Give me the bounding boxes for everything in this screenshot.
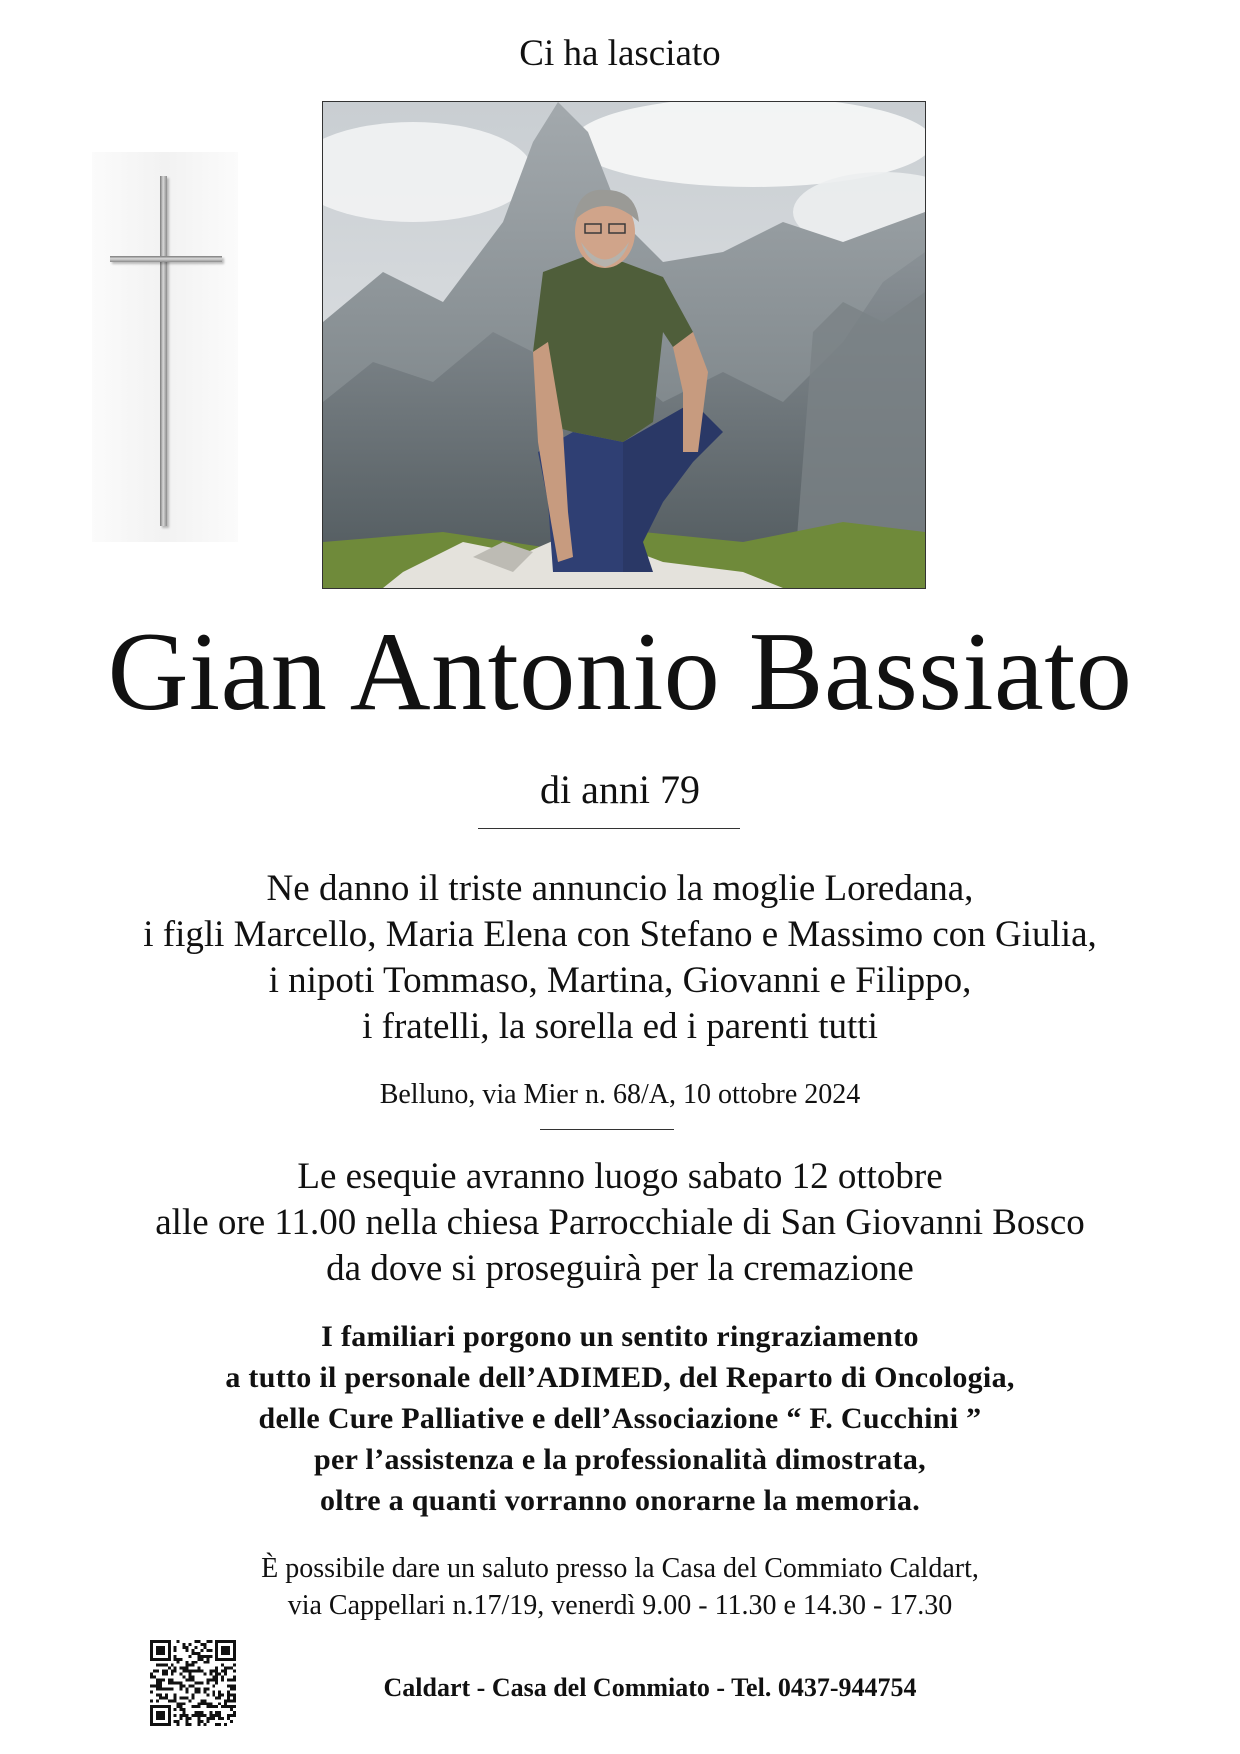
thanks-line: per l’assistenza e la professionalità dimostrata, xyxy=(314,1443,926,1476)
place-date: Belluno, via Mier n. 68/A, 10 ottobre 2024 xyxy=(379,1079,861,1110)
deceased-photo xyxy=(322,101,926,589)
cross-icon-bar xyxy=(110,256,222,262)
deceased-name: Gian Antonio Bassiato xyxy=(107,610,1133,734)
visitation-info xyxy=(0,1550,1240,1624)
funeral-line: alle ore 11.00 nella chiesa Parrocchiale di San Giovanni Bosco xyxy=(155,1202,1085,1243)
thanks-line: a tutto il personale dell’ADIMED, del Reparto di Oncologia, xyxy=(225,1361,1015,1394)
funeral-details xyxy=(0,1154,1240,1292)
family-line: Ne danno il triste annuncio la moglie Loredana, xyxy=(266,868,974,909)
thanks-line: delle Cure Palliative e dell’Associazione “ F. Cucchini ” xyxy=(258,1402,982,1435)
divider xyxy=(540,1129,674,1130)
thanks-line: I familiari porgono un sentito ringraziamento xyxy=(321,1320,919,1353)
cross-icon xyxy=(160,176,167,526)
visit-line: via Cappellari n.17/19, venerdì 9.00 - 11.30 e 14.30 - 17.30 xyxy=(287,1590,953,1621)
footer-contact: Caldart - Casa del Commiato - Tel. 0437-944754 xyxy=(383,1673,917,1702)
family-line: i figli Marcello, Maria Elena con Stefano e Massimo con Giulia, xyxy=(143,914,1097,955)
divider xyxy=(478,828,740,829)
family-announcement xyxy=(0,866,1240,1050)
deceased-photo-illustration xyxy=(323,102,925,588)
thanks-line: oltre a quanti vorranno onorarne la memoria. xyxy=(319,1484,921,1517)
family-line: i nipoti Tommaso, Martina, Giovanni e Filippo, xyxy=(268,960,972,1001)
visit-line: È possibile dare un saluto presso la Casa del Commiato Caldart, xyxy=(261,1553,979,1584)
thanks-message xyxy=(0,1316,1240,1521)
funeral-line: da dove si proseguirà per la cremazione xyxy=(326,1248,914,1289)
age-line: di anni 79 xyxy=(540,767,700,812)
funeral-line: Le esequie avranno luogo sabato 12 ottobre xyxy=(297,1156,943,1197)
family-line: i fratelli, la sorella ed i parenti tutti xyxy=(362,1006,878,1047)
intro-text: Ci ha lasciato xyxy=(519,33,721,74)
